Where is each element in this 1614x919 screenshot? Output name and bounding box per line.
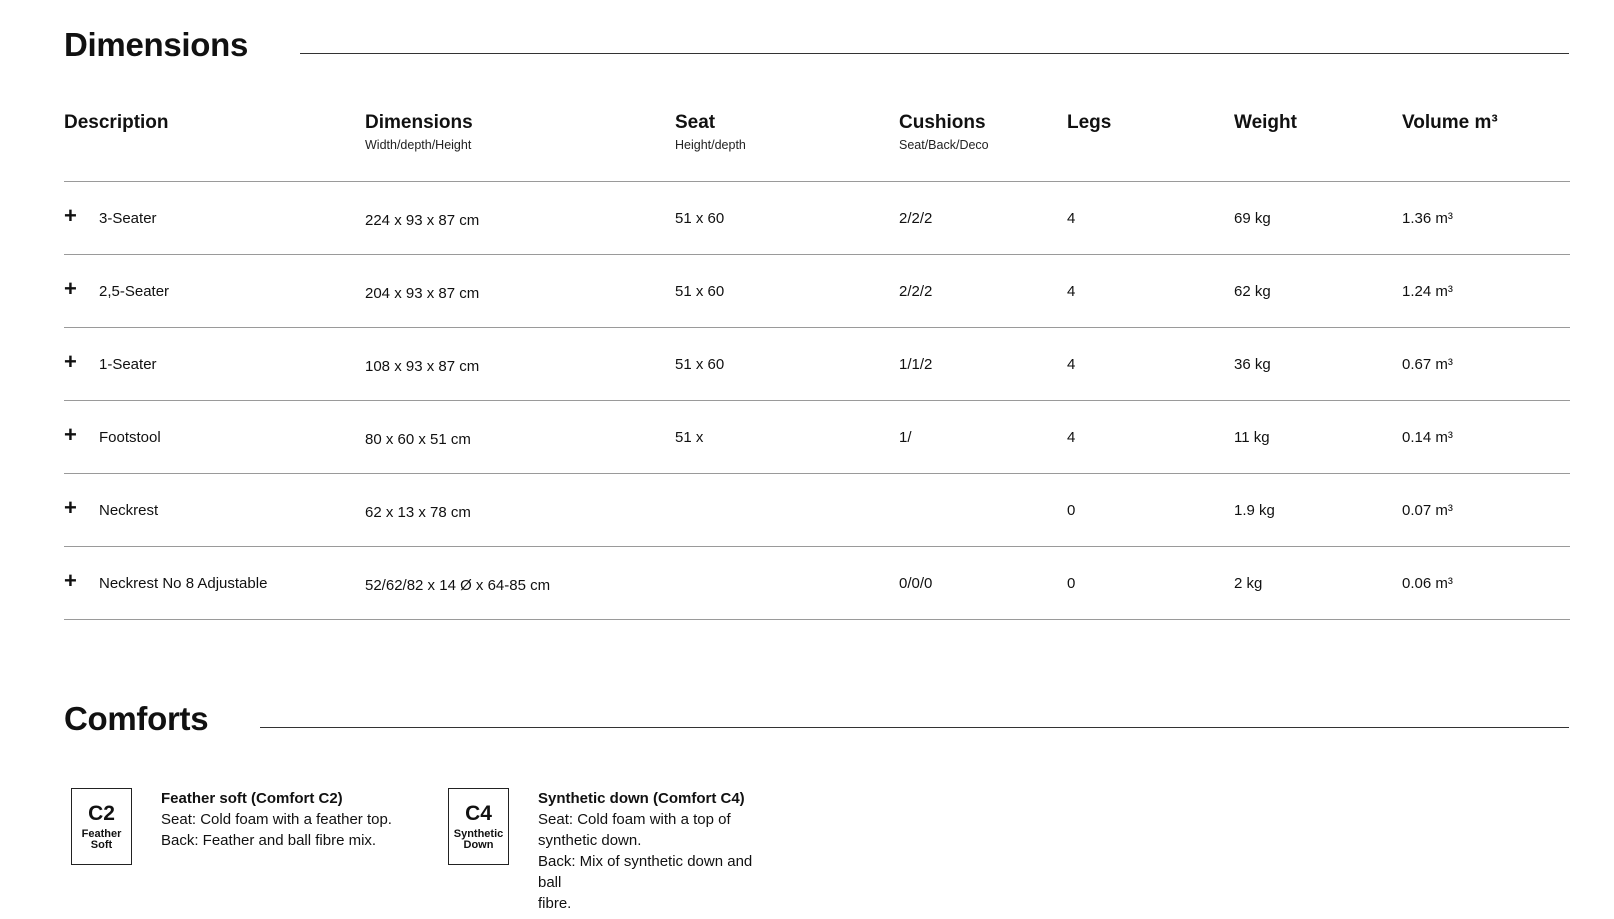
comfort-item-c4 [441,788,778,914]
row-cushions: 2/2/2 [899,210,933,227]
column-header-dimensions [365,111,473,152]
row-dimensions: 204 x 93 x 87 cm [365,285,480,302]
row-volume: 0.06 m³ [1402,575,1453,592]
row-dimensions: 80 x 60 x 51 cm [365,431,471,448]
dimensions-title: Dimensions [64,26,249,63]
row-description: 3-Seater [99,210,157,227]
comfort-line: Seat: Cold foam with a top of [538,811,731,828]
comfort-description [538,788,778,914]
column-label: Description [64,112,169,133]
badge-code: C4 [465,802,492,825]
badge-code: C2 [88,802,115,825]
comforts-title: Comforts [64,700,209,737]
comfort-description [161,788,401,865]
row-weight: 62 kg [1234,283,1271,300]
row-dimensions: 62 x 13 x 78 cm [365,504,471,521]
table-row[interactable] [64,547,1570,620]
column-header-legs [1067,111,1111,135]
column-sublabel: Height/depth [675,138,746,152]
column-header-description [64,111,169,135]
row-dimensions: 108 x 93 x 87 cm [365,358,480,375]
expand-plus-icon[interactable]: + [64,276,77,301]
column-header-volume [1402,111,1498,135]
row-seat: 51 x [675,429,704,446]
expand-plus-icon[interactable]: + [64,422,77,447]
expand-plus-icon[interactable]: + [64,495,77,520]
column-header-weight [1234,111,1297,135]
row-description: Footstool [99,429,161,446]
row-weight: 11 kg [1234,429,1270,446]
column-label: Seat [675,112,716,133]
column-label: Legs [1067,112,1112,133]
table-row[interactable] [64,328,1570,401]
row-cushions: 0/0/0 [899,575,933,592]
badge-label-line: Soft [90,839,113,851]
row-weight: 69 kg [1234,210,1271,227]
section-divider [260,727,1569,728]
comfort-title: Feather soft (Comfort C2) [161,790,343,807]
comfort-c2-badge-icon [71,788,132,865]
row-cushions: 2/2/2 [899,283,933,300]
row-cushions: 1/ [899,429,912,446]
comfort-line: Seat: Cold foam with a feather top. [161,811,392,828]
table-row[interactable] [64,474,1570,547]
column-label: Weight [1234,112,1297,133]
comfort-line: fibre. [538,895,572,912]
column-label: Dimensions [365,112,473,133]
row-legs: 4 [1067,356,1076,373]
comfort-line: synthetic down. [538,832,642,849]
comfort-line: Back: Mix of synthetic down and ball [538,853,753,891]
badge-label-line: Feather [81,828,122,840]
table-row[interactable] [64,401,1570,474]
table-row[interactable] [64,182,1570,255]
column-header-cushions [899,111,989,152]
expand-plus-icon[interactable]: + [64,203,77,228]
row-legs: 4 [1067,283,1076,300]
section-divider [300,53,1569,54]
comfort-title: Synthetic down (Comfort C4) [538,790,745,807]
row-volume: 1.24 m³ [1402,283,1453,300]
row-legs: 0 [1067,575,1076,592]
badge-label-line: Synthetic [453,828,504,840]
row-cushions: 1/1/2 [899,356,933,373]
table-row[interactable] [64,255,1570,328]
comfort-c4-badge-icon [448,788,509,865]
comfort-item-c2 [64,788,401,865]
row-legs: 4 [1067,210,1076,227]
row-volume: 1.36 m³ [1402,210,1453,227]
row-legs: 4 [1067,429,1076,446]
row-description: 1-Seater [99,356,157,373]
row-dimensions: 224 x 93 x 87 cm [365,212,480,229]
row-weight: 2 kg [1234,575,1263,592]
row-weight: 1.9 kg [1234,502,1275,519]
expand-plus-icon[interactable]: + [64,568,77,593]
column-label: Cushions [899,112,986,133]
row-seat: 51 x 60 [675,356,725,373]
row-seat: 51 x 60 [675,210,725,227]
row-seat: 51 x 60 [675,283,725,300]
column-label: Volume m³ [1402,112,1498,133]
table-header [64,111,1570,182]
badge-label-line: Down [463,839,494,851]
row-volume: 0.07 m³ [1402,502,1453,519]
row-weight: 36 kg [1234,356,1271,373]
column-header-seat [675,111,746,152]
row-volume: 0.67 m³ [1402,356,1453,373]
expand-plus-icon[interactable]: + [64,349,77,374]
row-volume: 0.14 m³ [1402,429,1453,446]
column-sublabel: Width/depth/Height [365,138,472,152]
column-sublabel: Seat/Back/Deco [899,138,989,152]
row-description: 2,5-Seater [99,283,170,300]
comfort-line: Back: Feather and ball fibre mix. [161,832,377,849]
dimensions-section-header [64,26,1569,64]
dimensions-table [64,111,1570,620]
row-description: Neckrest No 8 Adjustable [99,575,268,592]
comforts-section-header [64,700,1569,738]
row-description: Neckrest [99,502,159,519]
row-dimensions: 52/62/82 x 14 Ø x 64-85 cm [365,577,551,594]
row-legs: 0 [1067,502,1076,519]
